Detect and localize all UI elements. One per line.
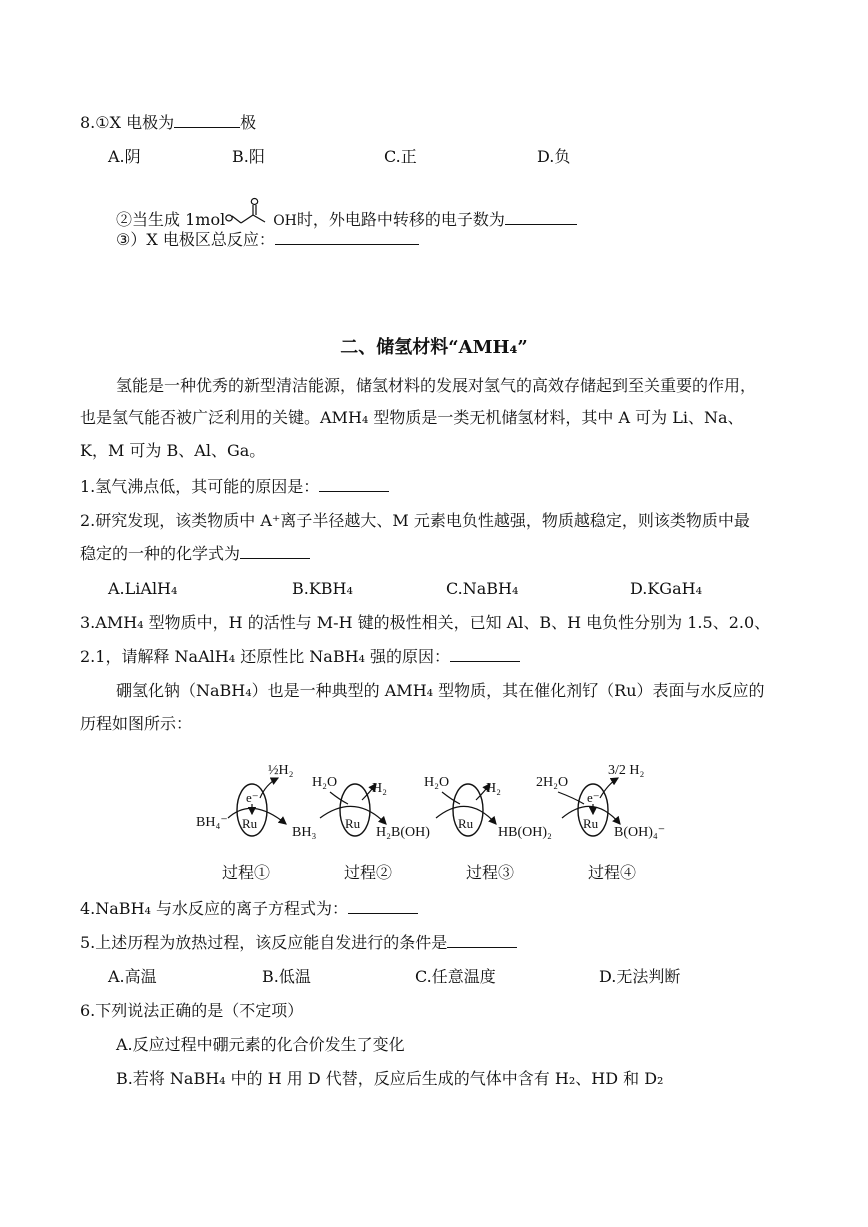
species-hboh2: HB(OH)₂	[498, 825, 552, 840]
q5-option-b: B.低温	[262, 967, 311, 986]
q5-option-c: C.任意温度	[415, 967, 496, 986]
q2-option-c: C.NaBH₄	[446, 579, 519, 598]
q2-option-d: D.KGaH₄	[630, 579, 702, 598]
answer-blank[interactable]	[174, 113, 240, 128]
intro-line-2: 也是氢气能否被广泛利用的关键。AMH₄ 型物质是一类无机储氢材料，其中 A 可为 Li、Na、	[80, 408, 744, 427]
svg-text:Ru: Ru	[458, 816, 474, 831]
question-3-line-2: 2.1，请解释 NaAlH₄ 还原性比 NaBH₄ 强的原因：	[80, 646, 520, 668]
question-4: 4.NaBH₄ 与水反应的离子方程式为：	[80, 898, 418, 920]
product-3: H₂	[486, 781, 501, 796]
q8-option-a: A.阴	[108, 147, 141, 166]
process-label-1: 过程①	[222, 863, 271, 882]
q8-option-b: B.阳	[232, 147, 265, 166]
process-label-4: 过程④	[588, 863, 637, 882]
q8-part3: ③）X 电极区总反应：	[116, 229, 419, 251]
nabh4-line-1: 硼氢化钠（NaBH₄）也是一种典型的 AMH₄ 型物质，其在催化剂钌（Ru）表面与水反应的	[116, 681, 765, 700]
electron-4: e⁻	[587, 790, 600, 805]
q5-option-a: A.高温	[108, 967, 157, 986]
question-6: 6.下列说法正确的是（不定项）	[80, 1001, 304, 1020]
glyoxylic-acid-structure	[225, 197, 273, 231]
species-bh4: BH₄⁻	[196, 815, 228, 830]
q8-part2: ②当生成 1mol OH时，外电路中转移的电子数为	[116, 197, 577, 232]
species-bh3: BH₃	[292, 825, 317, 840]
product-1: ½H₂	[268, 763, 294, 778]
answer-blank[interactable]	[447, 933, 517, 948]
q6-option-b: B.若将 NaBH₄ 中的 H 用 D 代替，反应后生成的气体中含有 H₂、HD 和 D₂	[116, 1069, 664, 1088]
answer-blank[interactable]	[240, 544, 310, 559]
process-label-3: 过程③	[466, 863, 515, 882]
svg-text:Ru: Ru	[345, 816, 361, 831]
reactant-4: 2H₂O	[536, 775, 569, 790]
intro-line-3: K，M 可为 B、Al、Ga。	[80, 441, 266, 460]
question-2-line-1: 2.研究发现，该类物质中 A⁺离子半径越大、M 元素电负性越强，物质越稳定，则该类物质中最	[80, 511, 750, 530]
q8-option-c: C.正	[384, 147, 417, 166]
species-h2boh: H₂B(OH)	[376, 825, 430, 840]
electron-1: e⁻	[246, 790, 259, 805]
species-boh4: B(OH)₄⁻	[614, 825, 666, 840]
q8-part1: 8.①X 电极为 极	[80, 113, 257, 132]
reactant-3: H₂O	[424, 775, 450, 790]
question-3-line-1: 3.AMH₄ 型物质中，H 的活性与 M-H 键的极性相关，已知 Al、B、H 电负性分别为 1.5、2.0、	[80, 613, 771, 632]
q2-option-a: A.LiAlH₄	[108, 579, 178, 598]
q6-option-a: A.反应过程中硼元素的化合价发生了变化	[116, 1035, 405, 1054]
answer-blank[interactable]	[348, 899, 418, 914]
answer-blank[interactable]	[319, 477, 389, 492]
answer-blank[interactable]	[505, 210, 577, 225]
svg-text:Ru: Ru	[583, 816, 599, 831]
answer-blank[interactable]	[450, 647, 520, 662]
process-label-2: 过程②	[344, 863, 393, 882]
q8-option-d: D.负	[537, 147, 571, 166]
q2-option-b: B.KBH₄	[292, 579, 353, 598]
product-2: H₂	[372, 781, 387, 796]
question-2-line-2: 稳定的一种的化学式为	[80, 543, 310, 565]
answer-blank[interactable]	[275, 230, 419, 245]
reactant-2: H₂O	[312, 775, 338, 790]
reaction-mechanism-diagram	[190, 752, 680, 852]
q5-option-d: D.无法判断	[599, 967, 681, 986]
question-5: 5.上述历程为放热过程，该反应能自发进行的条件是	[80, 932, 517, 954]
nabh4-line-2: 历程如图所示：	[80, 714, 193, 733]
intro-line-1: 氢能是一种优秀的新型清洁能源，储氢材料的发展对氢气的高效存储起到至关重要的作用，	[116, 376, 757, 395]
question-1: 1.氢气沸点低，其可能的原因是：	[80, 476, 389, 498]
product-4: 3/2 H₂	[608, 763, 645, 778]
svg-text:Ru: Ru	[242, 816, 258, 831]
section-title: 二、储氢材料“AMH₄”	[340, 337, 528, 358]
